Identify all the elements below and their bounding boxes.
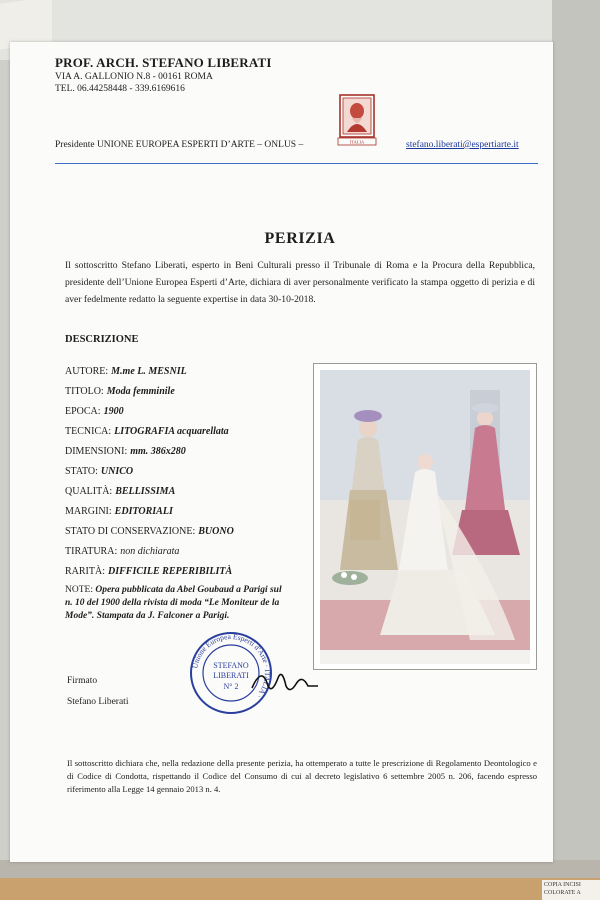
note-field: NOTE: Opera pubblicata da Abel Goubaud a Parigi sul n. 10 del 1900 della rivista di moda “Le Moniteur de la Mode”. Stampata da J. Falconer a Parigi.	[65, 585, 282, 621]
background-edge	[552, 0, 600, 900]
field-title: TITOLO: Moda femminile	[65, 386, 175, 397]
field-author: AUTORE: M.me L. MESNIL	[65, 366, 187, 377]
signer-name: Stefano Liberati	[67, 697, 129, 707]
header-divider	[55, 163, 538, 164]
email-link[interactable]: stefano.liberati@espertiarte.it	[406, 140, 519, 150]
field-rarity: RARITÀ: DIFFICILE REPERIBILITÀ	[65, 566, 233, 577]
svg-text:N° 2: N° 2	[223, 682, 239, 691]
signed-label: Firmato	[67, 676, 98, 686]
svg-text:STEFANO: STEFANO	[213, 661, 249, 670]
legal-footer: Il sottoscritto dichiara che, nella redazione della presente perizia, ha ottemperato a tutte le prescrizione di Regolamento Deontologico e di Codice di Condotta, rispettando il Codice del Consumo di cui al decreto legislativo 6 settembre 2005 n. 206, facendo espresso riferimento alla Legge 14 gennaio 2013 n. 4.	[67, 758, 537, 794]
expert-phone: TEL. 06.44258448 - 339.6169616	[55, 84, 185, 94]
handwritten-signature	[250, 660, 320, 700]
intro-paragraph: Il sottoscritto Stefano Liberati, esperto in Beni Culturali presso il Tribunale di Roma e la Procura della Repubblica, presidente dell’Unione Europea Esperti d’Arte, dichiara di aver personalmente verificato la stampa oggetto di perizia e di aver fedelmente redatto la seguente expertise in data 30-10-2018.	[65, 260, 535, 305]
portrait-seal-icon	[334, 92, 380, 147]
field-dimensions: DIMENSIONI: mm. 386x280	[65, 446, 186, 457]
svg-text:ITALIA: ITALIA	[349, 139, 365, 145]
description-heading: DESCRIZIONE	[65, 334, 139, 345]
field-print-run: TIRATURA: non dichiarata	[65, 546, 180, 557]
wooden-frame	[0, 878, 600, 900]
expert-name: PROF. ARCH. STEFANO LIBERATI	[55, 55, 272, 70]
field-condition: STATO DI CONSERVAZIONE: BUONO	[65, 526, 234, 537]
svg-text:Unione Europea Esperti d'Arte: Unione Europea Esperti d'Arte · ITALIA ·	[190, 631, 273, 701]
field-margins: MARGINI: EDITORIALI	[65, 506, 173, 517]
field-epoch: EPOCA: 1900	[65, 406, 124, 417]
svg-text:LIBERATI: LIBERATI	[213, 671, 249, 680]
fashion-lithograph-image	[320, 370, 530, 664]
expert-address: VIA A. GALLONIO N.8 - 00161 ROMA	[55, 72, 213, 82]
field-quality: QUALITÀ: BELLISSIMA	[65, 486, 176, 497]
corner-note: COPIA INCISI COLORATE A	[542, 880, 600, 900]
president-line: Presidente UNIONE EUROPEA ESPERTI D’ARTE – ONLUS –	[55, 140, 304, 150]
document-title: PERIZIA	[264, 230, 336, 247]
field-state: STATO: UNICO	[65, 466, 134, 477]
field-technique: TECNICA: LITOGRAFIA acquarellata	[65, 426, 229, 437]
